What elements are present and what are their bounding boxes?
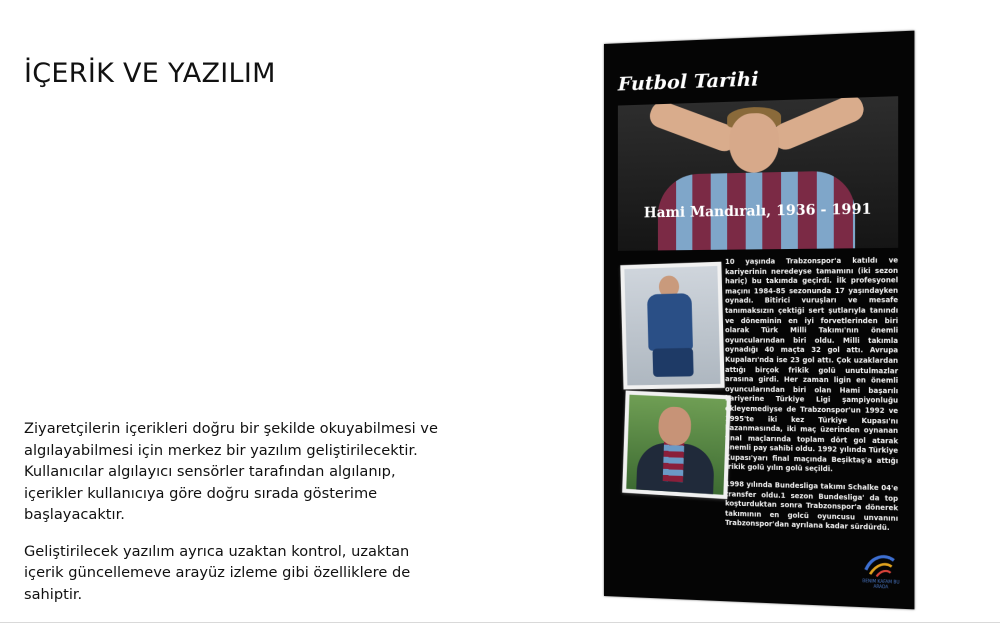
player-photo-2	[622, 390, 731, 499]
poster-logo	[862, 551, 899, 594]
biography-paragraph-1: 10 yaşında Trabzonspor'a katıldı ve kariyerinin neredeyse tamamını (iki sezon hariç) bu takımda geçirdi. İlk profesyonel maçını 1984-85 sezonunda 17 yaşındayken oynadı. Bitirici vuruşları ve mesafe tanımaksızın çektiği sert şutlarıyla tanındı ve döneminin en iyi forvetlerinden biri olarak Türk Milli Takımı'nın önemli oyuncularından biri oldu. Milli takımla oynadığı 40 maçta 32 gol attı. Avrupa Kupaları'nda ise 23 gol attı. Çok uzaklardan attığı birçok frikik golü unutulmazlar arasına girdi. Her zaman ligin en önemli oyuncularından biri olan Hami başarılı kariyerine Türkiye Ligi şampiyonluğu ekleyemediyse de Trabzonspor'un 1992 ve 1995'te iki kez Türkiye Kupası'nı kazanmasında, iki maç üzerinden oynanan final maçlarında toplam dört gol atarak önemli pay sahibi oldu. 1992 yılında Türkiye Kupası'yarı final maçında Beşiktaş'a attığı frikik golü yılın golü seçildi.	[725, 256, 899, 474]
hero-arm-right	[769, 96, 868, 153]
player-legs	[652, 348, 693, 377]
poster-panel	[604, 31, 914, 610]
poster-title: Futbol Tarihi	[617, 68, 759, 96]
poster-biography	[725, 256, 898, 542]
bottom-divider	[0, 622, 1000, 623]
hero-caption: Hami Mandıralı, 1936 - 1991	[643, 201, 872, 222]
player-kit	[647, 293, 693, 351]
hero-photo	[618, 96, 898, 251]
player-face-2	[658, 406, 692, 446]
body-paragraph-2: Geliştirilecek yazılım ayrıca uzaktan kontrol, uzaktan içerik güncellemeve arayüz izleme gibi özelliklere de sahiptir.	[24, 542, 411, 603]
slide-title: İÇERİK VE YAZILIM	[24, 58, 276, 89]
player-photo-1	[620, 262, 724, 390]
player-scarf	[663, 441, 685, 483]
player-photo-2-image	[626, 395, 726, 495]
slide-body-text	[24, 418, 444, 620]
hero-arm-left	[646, 98, 741, 154]
body-paragraph-1: Ziyaretçilerin içerikleri doğru bir şekilde okuyabilmesi ve algılayabilmesi için merkez bir yazılım geliştirilecektir. Kullanıcılar algılayıcı sensörler tarafından algılanıp, içerikler kullanıcıya göre doğru sırada gösterime başlayacaktır.	[24, 420, 438, 523]
biography-paragraph-2: 1998 yılında Bundesliga takımı Schalke 04'e transfer oldu.1 sezon Bundesliga' da top koşturduktan sonra Trabzonspor'a dönerek takımının en golcü oyuncusu unvanını Trabzonspor'dan ayrılana kadar sürdürdü.	[725, 480, 899, 533]
logo-swirl-icon	[862, 551, 899, 579]
hero-head	[729, 112, 779, 173]
logo-text: BENIM KAFAM BU ARADA	[862, 578, 900, 590]
player-photo-1-image	[624, 266, 720, 386]
